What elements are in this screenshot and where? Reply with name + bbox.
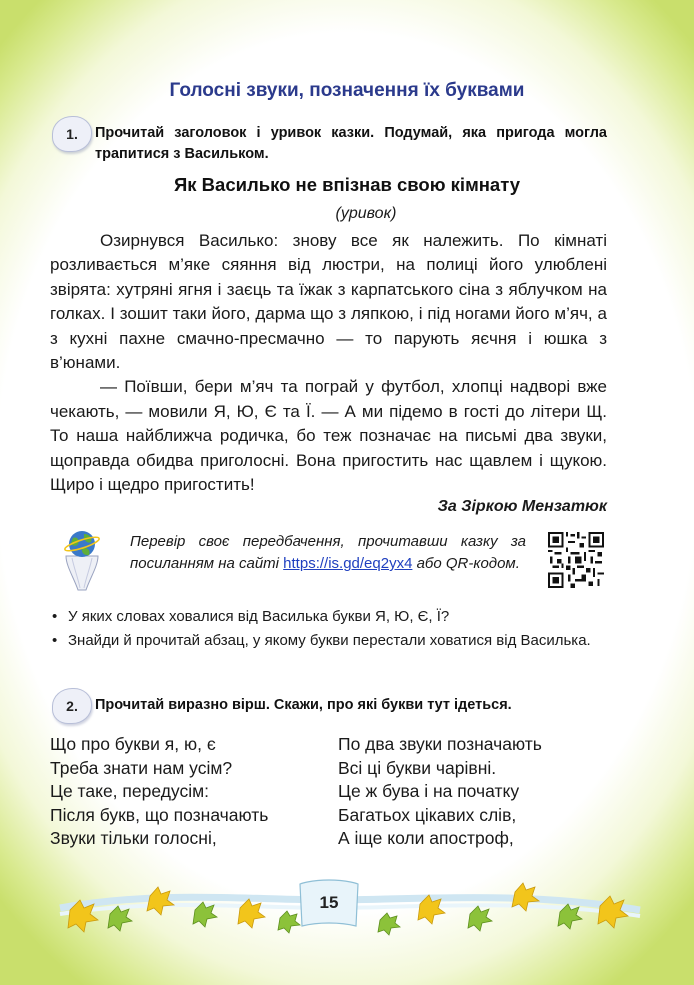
poem-line: А іще коли апостроф, (338, 828, 514, 848)
check-text-before: Перевір своє передбачення, прочитавши казку за посиланням на сайті (130, 533, 526, 572)
task-1-badge (52, 116, 92, 152)
question-item: • У яких словах ховалися від Василька букви Я, Ю, Є, Ї? (50, 606, 607, 627)
poem-right-column (338, 733, 542, 851)
poem-line: Багатьох цікавих слів, (338, 804, 517, 825)
story-link[interactable]: https://is.gd/eq2yx4 (283, 555, 413, 572)
page-number: 15 (319, 893, 339, 912)
poem-line: По два звуки позначають (338, 734, 542, 754)
task-2-text: Прочитай виразно вірш. Скажи, про які букви тут ідеться. (95, 697, 512, 713)
poem-line: Це таке, передусім: (50, 781, 209, 801)
task-2-badge (52, 688, 92, 724)
check-text-after: або QR-кодом. (412, 555, 520, 572)
poem-line: Всі ці букви чарівні. (338, 757, 497, 778)
story-subtitle: (уривок) (335, 205, 397, 222)
poem-line: Треба знати нам усім? (50, 757, 233, 778)
qr-code[interactable] (548, 532, 604, 588)
page-title: Голосні звуки, позначення їх буквами (169, 80, 525, 101)
story-paragraph: — Поївши, бери м’яч та пограй у футбол, хлопці надворі вже чекають, — мовили Я, Ю, Є та Ї. — А ми підемо в гості до літери Щ. То наша найближча родичка, бо теж позначає на письмі два звуки, щоправда обидва приголосні. Вона пригостить нас щавлем і щукою. Щиро і щедро пригостить! (50, 377, 607, 495)
poem-line: Після букв, що позначають (50, 804, 269, 825)
task-1-number: 1. (66, 126, 78, 142)
check-prediction-text (130, 531, 526, 575)
story-paragraph: Озирнувся Василько: знову все як належить. По кімнаті розливається м’яке сяяння від люстри, на полиці його улюблені звірята: хутряні ягня і заєць та їжак з карпатського сіна з яблучком на голках. І зошит таки його, дарма що з ляпкою, і під ногами його м’яч, а з кухні пахне смачно-пресмачно — то парують яєчня і юшка з в’юнами. (50, 231, 607, 373)
poem-left-column (50, 733, 268, 851)
question-item: • Знайди й прочитай абзац, у якому букви перестали ховатися від Василька. (50, 630, 607, 651)
story-author: За Зіркою Мензатюк (437, 498, 607, 515)
questions-list (50, 606, 607, 654)
poem-line: Що про букви я, ю, є (50, 734, 216, 754)
poem-line: Це ж бува і на початку (338, 781, 520, 801)
globe-icon (58, 528, 106, 592)
task-1-text: Прочитай заголовок і уривок казки. Подумай, яка пригода могла трапитися з Васильком. (95, 125, 607, 162)
poem-line: Звуки тільки голосні, (50, 828, 217, 848)
task-2-number: 2. (66, 698, 78, 714)
story-text (50, 229, 607, 497)
story-title: Як Василько не впізнав свою кімнату (173, 174, 521, 195)
